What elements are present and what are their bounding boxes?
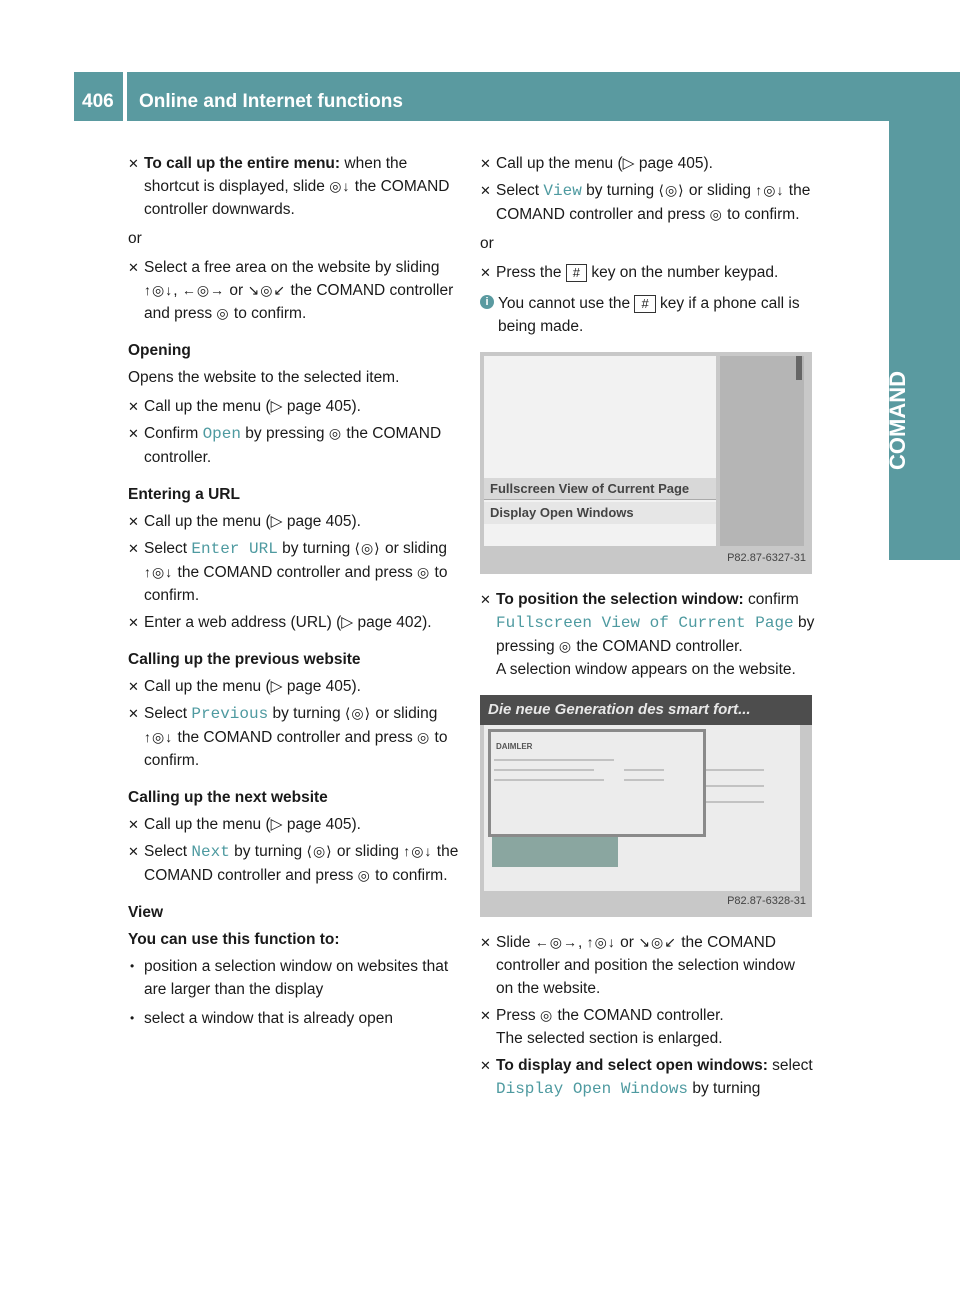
step-text: the COMAND controller and press <box>173 729 418 746</box>
controller-slide-vertical-icon: ↑◎↓ <box>144 564 174 580</box>
step-text: by pressing <box>240 425 329 442</box>
step-text: , <box>578 934 587 951</box>
info-text: You cannot use the <box>498 295 635 312</box>
step-press <box>480 1004 816 1050</box>
step-text: Select <box>144 540 192 557</box>
side-tab-label: COMAND <box>885 371 910 470</box>
left-column <box>128 152 464 1036</box>
step-text: to confirm. <box>229 305 307 322</box>
step-marker-icon: ✕ <box>480 183 491 198</box>
bullet-item <box>128 1007 464 1030</box>
menu-item-fullscreen-view: Fullscreen View of Current Page <box>496 614 794 632</box>
step-text: by turning <box>277 540 355 557</box>
or-text: or <box>480 235 494 252</box>
menu-item-next: Next <box>191 843 230 861</box>
bullet-marker-icon: • <box>130 959 135 973</box>
step-text: Call up the menu (▷ page 405). <box>144 398 361 415</box>
site-logo: DAIMLER <box>496 742 533 751</box>
controller-turn-icon: ⟨◎⟩ <box>344 705 372 721</box>
section-desc: Opens the website to the selected item. <box>128 369 400 386</box>
step <box>480 152 816 175</box>
step-text: the COMAND controller and press <box>144 282 454 322</box>
controller-slide-vertical-icon: ↑◎↓ <box>586 934 616 950</box>
step <box>128 675 464 698</box>
controller-press-icon: ◎ <box>417 564 431 580</box>
section-heading-url: Entering a URL <box>128 486 240 503</box>
step-marker-icon: ✕ <box>128 844 139 859</box>
step-marker-icon: ✕ <box>480 592 491 607</box>
section-heading-previous: Calling up the previous website <box>128 651 361 668</box>
step-text: Select <box>144 705 192 722</box>
step-select-area <box>128 256 464 325</box>
step <box>128 702 464 772</box>
step-text: by pressing <box>496 614 815 655</box>
step <box>128 537 464 607</box>
step-text: Select a free area on the website by sliding <box>144 259 440 276</box>
step-text: the COMAND controller and press <box>496 182 811 223</box>
step <box>128 395 464 418</box>
step-text: the COMAND controller. <box>572 638 743 655</box>
car-image <box>492 837 618 867</box>
step-text: or sliding <box>332 843 404 860</box>
controller-press-icon: ◎ <box>417 729 431 745</box>
step-slide <box>480 931 816 1000</box>
step-text: by turning <box>268 705 345 722</box>
step-marker-icon: ✕ <box>480 1008 491 1023</box>
controller-press-icon: ◎ <box>539 1007 554 1023</box>
step-marker-icon: ✕ <box>128 679 139 694</box>
step-result: A selection window appears on the website. <box>496 661 796 678</box>
step-marker-icon: ✕ <box>128 260 139 275</box>
menu-item-view: View <box>543 182 582 200</box>
controller-slide-horizontal-icon: ←◎→ <box>534 934 578 950</box>
step <box>128 840 464 887</box>
bullet-item <box>128 955 464 1001</box>
section-heading-view: View <box>128 904 164 921</box>
screenshot-view-menu <box>480 352 812 574</box>
controller-slide-diagonal-icon: ↘◎↙ <box>247 282 287 298</box>
hash-key-icon: # <box>566 264 587 282</box>
controller-press-icon: ◎ <box>709 206 723 222</box>
step <box>128 813 464 836</box>
bullet-text: position a selection window on websites that are larger than the display <box>144 958 449 998</box>
step-text: Select <box>144 843 192 860</box>
step-text: Slide <box>496 934 535 951</box>
step-marker-icon: ✕ <box>480 156 491 171</box>
text-line <box>704 801 764 803</box>
controller-slide-vertical-icon: ↑◎↓ <box>403 843 433 859</box>
step-text: Press the <box>496 264 566 281</box>
step-marker-icon: ✕ <box>480 265 491 280</box>
controller-turn-icon: ⟨◎⟩ <box>306 843 333 859</box>
controller-press-icon: ◎ <box>357 867 371 883</box>
info-text: key if a phone call is being made. <box>498 295 800 335</box>
step-text: the COMAND controller. <box>553 1007 724 1024</box>
step-text: Call up the menu (▷ page 405). <box>496 155 713 172</box>
scrollbar <box>720 356 804 546</box>
step-text: confirm <box>743 591 799 608</box>
step <box>480 179 816 226</box>
image-caption: P82.87-6327-31 <box>727 552 806 564</box>
hash-key-icon: # <box>634 295 655 313</box>
info-icon: i <box>480 295 494 309</box>
step-text: to confirm. <box>722 206 800 223</box>
controller-press-icon: ◎ <box>558 638 573 654</box>
step-marker-icon: ✕ <box>128 514 139 529</box>
page-title: Online and Internet functions <box>139 91 403 112</box>
controller-press-icon: ◎ <box>328 425 343 441</box>
controller-slide-vertical-icon: ↑◎↓ <box>755 182 785 198</box>
browser-title-bar: Die neue Generation des smart fort... <box>480 695 812 725</box>
step-text: Confirm <box>144 425 203 442</box>
step-text: select <box>767 1057 813 1074</box>
controller-slide-diagonal-icon: ↘◎↙ <box>638 934 677 950</box>
step-text: Press <box>496 1007 540 1024</box>
step-marker-icon: ✕ <box>128 615 139 630</box>
section-subheading: You can use this function to: <box>128 931 340 948</box>
step-text: Call up the menu (▷ page 405). <box>144 678 361 695</box>
section-heading-next: Calling up the next website <box>128 789 328 806</box>
info-note <box>480 292 816 338</box>
step-text: to confirm. <box>370 867 448 884</box>
controller-slide-vertical-icon: ↑◎↓ <box>144 729 174 745</box>
step-text: or sliding <box>380 540 447 557</box>
step-call-menu <box>128 152 464 221</box>
controller-turn-icon: ⟨◎⟩ <box>354 540 381 556</box>
step-marker-icon: ✕ <box>480 1058 491 1073</box>
screenshot-selection-window <box>480 695 812 917</box>
step-marker-icon: ✕ <box>128 156 139 171</box>
controller-turn-icon: ⟨◎⟩ <box>658 182 685 198</box>
step-result: The selected section is enlarged. <box>496 1030 723 1047</box>
scroll-handle <box>796 356 802 380</box>
step-marker-icon: ✕ <box>128 706 139 721</box>
step <box>128 510 464 533</box>
step-text: by turning <box>688 1080 761 1097</box>
menu-item-fullscreen-view: Fullscreen View of Current Page <box>484 478 716 500</box>
selection-window <box>488 729 706 837</box>
step-display <box>480 1054 816 1101</box>
controller-slide-down-icon: ◎↓ <box>329 178 351 194</box>
menu-item-display-open-windows: Display Open Windows <box>484 502 716 524</box>
controller-press-icon: ◎ <box>216 305 230 321</box>
right-column <box>480 152 816 1105</box>
step-text: Call up the menu (▷ page 405). <box>144 816 361 833</box>
step-lead: To display and select open windows: <box>496 1057 768 1074</box>
step-marker-icon: ✕ <box>128 541 139 556</box>
bullet-text: select a window that is already open <box>144 1010 394 1027</box>
step-text: the COMAND controller and press <box>173 564 418 581</box>
menu-item-previous: Previous <box>191 705 269 723</box>
step-text: Call up the menu (▷ page 405). <box>144 513 361 530</box>
step-marker-icon: ✕ <box>128 426 139 441</box>
step <box>480 261 816 284</box>
step <box>128 611 464 634</box>
or-text: or <box>128 230 142 247</box>
step-text: or <box>615 934 639 951</box>
controller-slide-horizontal-icon: ←◎→ <box>181 282 226 298</box>
step-text: when the shortcut is displayed, slide <box>144 155 408 195</box>
step-marker-icon: ✕ <box>128 817 139 832</box>
step-lead: To call up the entire menu: <box>144 155 341 172</box>
step-text: key on the number keypad. <box>587 264 779 281</box>
menu-item-enter-url: Enter URL <box>191 540 278 558</box>
text-line <box>704 785 764 787</box>
menu-item-display-open-windows: Display Open Windows <box>496 1080 689 1098</box>
step-text: by turning <box>229 843 307 860</box>
step-text: , <box>173 282 182 299</box>
step-position <box>480 588 816 681</box>
step-text: Select <box>496 182 544 199</box>
step-text: Enter a web address (URL) (▷ page 402). <box>144 614 432 631</box>
step-text: by turning <box>581 182 659 199</box>
step-text: the COMAND controller. <box>144 425 442 466</box>
step-text: the COMAND controller and position the selection window on the website. <box>496 934 795 997</box>
bullet-marker-icon: • <box>130 1011 135 1025</box>
step-lead: To position the selection window: <box>496 591 744 608</box>
step-text: to confirm. <box>144 729 448 769</box>
step-marker-icon: ✕ <box>480 935 491 950</box>
step-text: or <box>225 282 248 299</box>
side-tab <box>889 72 960 560</box>
image-caption: P82.87-6328-31 <box>727 895 806 907</box>
step-text: or sliding <box>684 182 756 199</box>
step-text: the COMAND controller and press <box>144 843 459 884</box>
text-line <box>704 769 764 771</box>
step-marker-icon: ✕ <box>128 399 139 414</box>
step-text: to confirm. <box>144 564 448 604</box>
step <box>128 422 464 469</box>
section-heading-opening: Opening <box>128 342 191 359</box>
menu-item-open: Open <box>202 425 241 443</box>
step-text: the COMAND controller downwards. <box>144 178 450 218</box>
step-text: or sliding <box>371 705 438 722</box>
controller-slide-vertical-icon: ↑◎↓ <box>144 282 174 298</box>
page-number: 406 <box>82 91 114 112</box>
header-separator <box>123 72 127 121</box>
